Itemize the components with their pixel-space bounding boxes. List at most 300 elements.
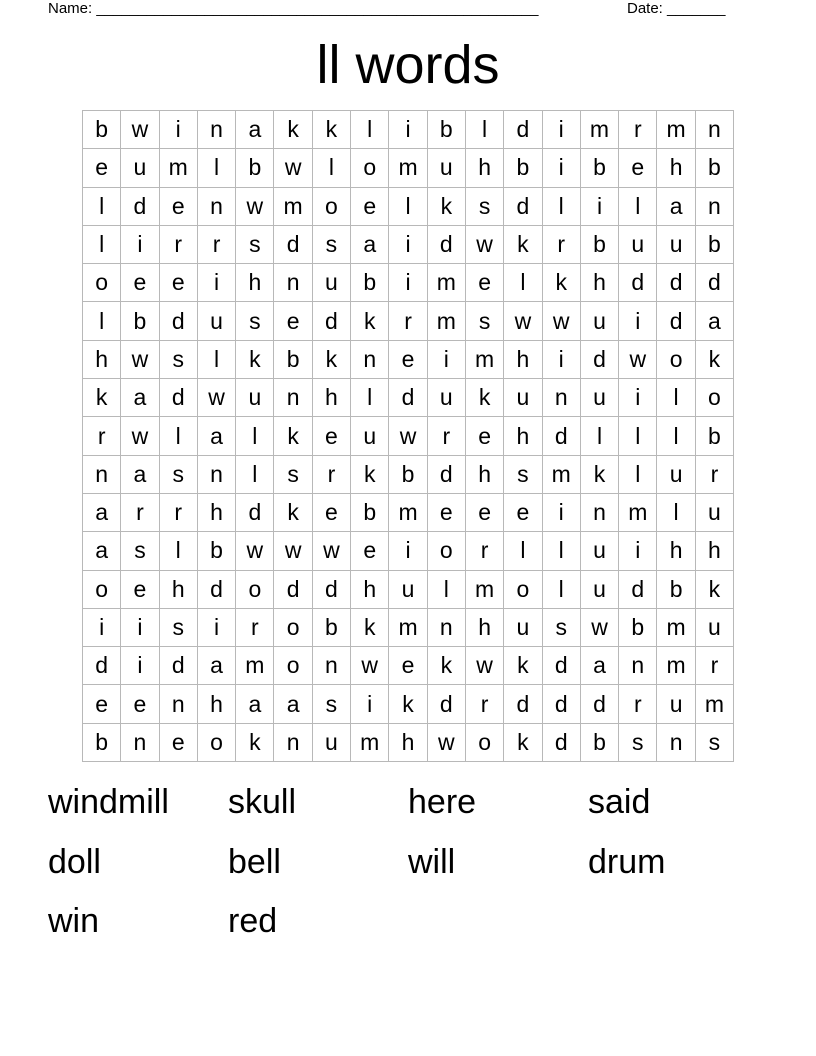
grid-cell[interactable]: n (428, 609, 466, 647)
grid-cell[interactable]: w (466, 226, 504, 264)
grid-cell[interactable]: d (581, 341, 619, 379)
grid-cell[interactable]: h (236, 264, 274, 302)
grid-cell[interactable]: a (581, 647, 619, 685)
grid-cell[interactable]: o (428, 532, 466, 570)
grid-cell[interactable]: i (351, 685, 389, 723)
grid-cell[interactable]: s (274, 456, 312, 494)
grid-cell[interactable]: l (83, 188, 121, 226)
grid-cell[interactable]: e (121, 685, 159, 723)
grid-cell[interactable]: k (274, 417, 312, 455)
grid-cell[interactable]: w (236, 188, 274, 226)
grid-cell[interactable]: r (160, 494, 198, 532)
grid-cell[interactable]: w (466, 647, 504, 685)
grid-cell[interactable]: i (83, 609, 121, 647)
grid-cell[interactable]: r (313, 456, 351, 494)
grid-cell[interactable]: o (83, 264, 121, 302)
grid-cell[interactable]: d (504, 111, 542, 149)
grid-cell[interactable]: a (83, 494, 121, 532)
grid-cell[interactable]: l (657, 417, 695, 455)
grid-cell[interactable]: h (696, 532, 734, 570)
grid-cell[interactable]: b (696, 149, 734, 187)
grid-cell[interactable]: i (198, 609, 236, 647)
grid-cell[interactable]: d (274, 226, 312, 264)
grid-cell[interactable]: w (543, 302, 581, 340)
grid-cell[interactable]: d (236, 494, 274, 532)
grid-cell[interactable]: m (543, 456, 581, 494)
word-bank-item: skull (228, 783, 297, 821)
grid-cell[interactable]: r (389, 302, 427, 340)
grid-cell[interactable]: s (121, 532, 159, 570)
grid-cell[interactable]: a (198, 647, 236, 685)
grid-cell[interactable]: b (198, 532, 236, 570)
grid-cell[interactable]: k (236, 341, 274, 379)
grid-cell[interactable]: d (428, 456, 466, 494)
grid-cell[interactable]: e (466, 494, 504, 532)
grid-cell[interactable]: s (236, 302, 274, 340)
page-title: ll words (316, 35, 500, 95)
grid-cell[interactable]: o (236, 571, 274, 609)
grid-cell[interactable]: d (83, 647, 121, 685)
grid-cell[interactable]: o (696, 379, 734, 417)
grid-cell[interactable]: k (274, 111, 312, 149)
grid-cell[interactable]: h (466, 456, 504, 494)
grid-cell[interactable]: d (160, 379, 198, 417)
grid-cell[interactable]: b (351, 264, 389, 302)
grid-cell[interactable]: w (619, 341, 657, 379)
grid-cell[interactable]: r (619, 111, 657, 149)
grid-cell[interactable]: l (543, 571, 581, 609)
grid-cell[interactable]: m (466, 571, 504, 609)
grid-cell[interactable]: a (274, 685, 312, 723)
grid-cell[interactable]: o (313, 188, 351, 226)
grid-cell[interactable]: e (160, 724, 198, 762)
grid-cell[interactable]: r (466, 685, 504, 723)
grid-cell[interactable]: h (198, 494, 236, 532)
grid-cell[interactable]: k (696, 341, 734, 379)
grid-cell[interactable]: w (274, 532, 312, 570)
grid-cell[interactable]: l (198, 149, 236, 187)
grid-cell[interactable]: i (428, 341, 466, 379)
grid-cell[interactable]: n (581, 494, 619, 532)
grid-cell[interactable]: e (160, 264, 198, 302)
grid-cell[interactable]: d (619, 571, 657, 609)
grid-cell[interactable]: o (274, 609, 312, 647)
grid-cell[interactable]: n (619, 647, 657, 685)
grid-cell[interactable]: k (313, 341, 351, 379)
grid-cell[interactable]: w (389, 417, 427, 455)
grid-cell[interactable]: s (160, 341, 198, 379)
grid-cell[interactable]: l (619, 417, 657, 455)
grid-cell[interactable]: w (236, 532, 274, 570)
grid-cell[interactable]: m (389, 609, 427, 647)
grid-cell[interactable]: n (657, 724, 695, 762)
grid-cell[interactable]: i (160, 111, 198, 149)
grid-cell[interactable]: s (313, 685, 351, 723)
grid-cell[interactable]: h (313, 379, 351, 417)
grid-cell[interactable]: o (504, 571, 542, 609)
grid-cell[interactable]: l (236, 417, 274, 455)
grid-cell[interactable]: b (121, 302, 159, 340)
grid-cell[interactable]: b (581, 724, 619, 762)
word-bank-item: bell (228, 842, 281, 881)
grid-cell[interactable]: w (198, 379, 236, 417)
grid-cell[interactable]: e (351, 532, 389, 570)
grid-cell[interactable]: e (313, 494, 351, 532)
grid-cell[interactable]: s (466, 188, 504, 226)
grid-cell[interactable]: b (236, 149, 274, 187)
grid-cell[interactable]: m (160, 149, 198, 187)
grid-cell[interactable]: n (198, 188, 236, 226)
grid-cell[interactable]: e (121, 264, 159, 302)
grid-cell[interactable]: k (581, 456, 619, 494)
grid-cell[interactable]: d (543, 417, 581, 455)
grid-cell[interactable]: i (389, 111, 427, 149)
grid-cell[interactable]: k (428, 188, 466, 226)
grid-cell[interactable]: u (236, 379, 274, 417)
grid-cell[interactable]: i (389, 226, 427, 264)
grid-cell[interactable]: l (619, 456, 657, 494)
grid-cell[interactable]: b (351, 494, 389, 532)
grid-cell[interactable]: r (696, 456, 734, 494)
grid-cell[interactable]: d (313, 302, 351, 340)
grid-cell[interactable]: u (198, 302, 236, 340)
grid-cell[interactable]: k (313, 111, 351, 149)
grid-cell[interactable]: u (581, 571, 619, 609)
grid-cell[interactable]: d (657, 264, 695, 302)
grid-cell[interactable]: l (236, 456, 274, 494)
grid-cell[interactable]: b (389, 456, 427, 494)
grid-cell[interactable]: b (619, 609, 657, 647)
grid-cell[interactable]: e (466, 264, 504, 302)
grid-cell[interactable]: h (160, 571, 198, 609)
grid-cell[interactable]: i (121, 647, 159, 685)
grid-cell[interactable]: i (198, 264, 236, 302)
grid-cell[interactable]: d (428, 226, 466, 264)
grid-cell[interactable]: e (313, 417, 351, 455)
grid-cell[interactable]: u (389, 571, 427, 609)
word-bank-item: here (408, 783, 477, 821)
grid-cell[interactable]: s (160, 609, 198, 647)
grid-cell[interactable]: l (657, 494, 695, 532)
grid-cell[interactable]: r (83, 417, 121, 455)
grid-cell[interactable]: m (466, 341, 504, 379)
grid-cell[interactable]: n (160, 685, 198, 723)
grid-cell[interactable]: o (657, 341, 695, 379)
grid-cell[interactable]: l (198, 341, 236, 379)
grid-cell[interactable]: u (657, 456, 695, 494)
grid-cell[interactable]: d (121, 188, 159, 226)
grid-cell[interactable]: b (657, 571, 695, 609)
grid-cell[interactable]: h (466, 609, 504, 647)
grid-cell[interactable]: s (466, 302, 504, 340)
grid-cell[interactable]: a (236, 685, 274, 723)
grid-cell[interactable]: u (428, 379, 466, 417)
grid-cell[interactable]: d (198, 571, 236, 609)
grid-cell[interactable]: b (428, 111, 466, 149)
word-bank-item: will (408, 842, 456, 881)
grid-cell[interactable]: s (160, 456, 198, 494)
grid-cell[interactable]: u (504, 609, 542, 647)
grid-cell[interactable]: u (504, 379, 542, 417)
grid-cell[interactable]: h (504, 417, 542, 455)
grid-cell[interactable]: m (581, 111, 619, 149)
grid-cell[interactable]: l (428, 571, 466, 609)
grid-cell[interactable]: d (504, 685, 542, 723)
grid-cell[interactable]: d (160, 302, 198, 340)
grid-cell[interactable]: k (389, 685, 427, 723)
grid-cell[interactable]: s (543, 609, 581, 647)
grid-cell[interactable]: m (389, 149, 427, 187)
grid-cell[interactable]: i (543, 149, 581, 187)
grid-cell[interactable]: k (236, 724, 274, 762)
grid-cell[interactable]: a (121, 379, 159, 417)
grid-cell[interactable]: l (83, 226, 121, 264)
grid-cell[interactable]: r (236, 609, 274, 647)
grid-cell[interactable]: a (121, 456, 159, 494)
grid-cell[interactable]: d (657, 302, 695, 340)
grid-cell[interactable]: o (466, 724, 504, 762)
grid-cell[interactable]: n (274, 724, 312, 762)
grid-cell[interactable]: m (428, 264, 466, 302)
grid-cell[interactable]: k (504, 226, 542, 264)
grid-cell[interactable]: i (389, 532, 427, 570)
grid-cell[interactable]: w (121, 111, 159, 149)
grid-cell[interactable]: d (389, 379, 427, 417)
grid-cell[interactable]: s (313, 226, 351, 264)
grid-cell[interactable]: k (696, 571, 734, 609)
grid-cell[interactable]: k (351, 456, 389, 494)
grid-cell[interactable]: e (83, 685, 121, 723)
grid-cell[interactable]: u (428, 149, 466, 187)
grid-cell[interactable]: l (466, 111, 504, 149)
grid-cell[interactable]: n (696, 111, 734, 149)
grid-cell[interactable]: d (428, 685, 466, 723)
grid-cell[interactable]: o (351, 149, 389, 187)
grid-cell[interactable]: k (83, 379, 121, 417)
grid-cell[interactable]: i (543, 494, 581, 532)
grid-cell[interactable]: m (657, 111, 695, 149)
grid-cell[interactable]: u (121, 149, 159, 187)
grid-cell[interactable]: u (696, 494, 734, 532)
grid-cell[interactable]: i (581, 188, 619, 226)
grid-cell[interactable]: u (619, 226, 657, 264)
grid-cell[interactable]: m (389, 494, 427, 532)
grid-cell[interactable]: m (236, 647, 274, 685)
grid-cell[interactable]: e (619, 149, 657, 187)
grid-cell[interactable]: m (657, 647, 695, 685)
grid-cell[interactable]: s (236, 226, 274, 264)
grid-cell[interactable]: i (543, 111, 581, 149)
grid-cell[interactable]: b (696, 417, 734, 455)
grid-cell[interactable]: l (619, 188, 657, 226)
grid-cell[interactable]: a (351, 226, 389, 264)
grid-cell[interactable]: b (274, 341, 312, 379)
grid-cell[interactable]: e (428, 494, 466, 532)
grid-cell[interactable]: n (274, 264, 312, 302)
grid-cell[interactable]: w (504, 302, 542, 340)
grid-cell[interactable]: u (313, 264, 351, 302)
grid-cell[interactable]: k (428, 647, 466, 685)
word-search-grid (82, 110, 734, 762)
grid-cell[interactable]: l (389, 188, 427, 226)
grid-cell[interactable]: n (121, 724, 159, 762)
word-bank (48, 780, 768, 959)
grid-cell[interactable]: a (198, 417, 236, 455)
grid-cell[interactable]: r (121, 494, 159, 532)
grid-cell[interactable]: l (313, 149, 351, 187)
grid-cell[interactable]: l (504, 264, 542, 302)
grid-cell[interactable]: d (696, 264, 734, 302)
grid-cell[interactable]: b (313, 609, 351, 647)
grid-cell[interactable]: h (466, 149, 504, 187)
grid-cell[interactable]: a (236, 111, 274, 149)
grid-cell[interactable]: l (581, 417, 619, 455)
grid-cell[interactable]: b (696, 226, 734, 264)
grid-cell[interactable]: i (121, 226, 159, 264)
grid-cell[interactable]: r (543, 226, 581, 264)
grid-cell[interactable]: i (619, 379, 657, 417)
grid-cell[interactable]: b (581, 149, 619, 187)
grid-cell[interactable]: i (619, 532, 657, 570)
grid-cell[interactable]: d (543, 724, 581, 762)
grid-cell[interactable]: n (198, 111, 236, 149)
grid-cell[interactable]: l (657, 379, 695, 417)
grid-cell[interactable]: s (619, 724, 657, 762)
grid-cell[interactable]: u (313, 724, 351, 762)
grid-cell[interactable]: e (504, 494, 542, 532)
grid-cell[interactable]: l (504, 532, 542, 570)
grid-cell[interactable]: h (83, 341, 121, 379)
grid-cell[interactable]: w (121, 417, 159, 455)
grid-cell[interactable]: n (543, 379, 581, 417)
grid-cell[interactable]: u (581, 532, 619, 570)
grid-cell[interactable]: n (313, 647, 351, 685)
grid-cell[interactable]: h (198, 685, 236, 723)
grid-cell[interactable]: s (696, 724, 734, 762)
header (0, 0, 816, 20)
grid-cell[interactable]: l (351, 379, 389, 417)
grid-cell[interactable]: k (351, 609, 389, 647)
grid-cell[interactable]: b (504, 149, 542, 187)
grid-cell[interactable]: r (160, 226, 198, 264)
grid-cell[interactable]: r (619, 685, 657, 723)
word-bank-item: win (48, 902, 100, 940)
grid-cell[interactable]: u (657, 226, 695, 264)
grid-cell[interactable]: e (466, 417, 504, 455)
grid-cell[interactable]: d (619, 264, 657, 302)
grid-cell[interactable]: k (504, 647, 542, 685)
grid-cell[interactable]: e (274, 302, 312, 340)
grid-cell[interactable]: a (83, 532, 121, 570)
grid-cell[interactable]: i (543, 341, 581, 379)
grid-cell[interactable]: s (504, 456, 542, 494)
grid-cell[interactable]: b (581, 226, 619, 264)
grid-cell[interactable]: r (696, 647, 734, 685)
grid-cell[interactable]: o (198, 724, 236, 762)
grid-cell[interactable]: o (83, 571, 121, 609)
grid-cell[interactable]: r (466, 532, 504, 570)
grid-cell[interactable]: d (313, 571, 351, 609)
grid-cell[interactable]: m (274, 188, 312, 226)
grid-cell[interactable]: e (121, 571, 159, 609)
grid-cell[interactable]: h (504, 341, 542, 379)
grid-cell[interactable]: h (581, 264, 619, 302)
grid-cell[interactable]: u (657, 685, 695, 723)
grid-cell[interactable]: n (696, 188, 734, 226)
grid-cell[interactable]: m (428, 302, 466, 340)
grid-cell[interactable]: m (619, 494, 657, 532)
grid-cell[interactable]: h (351, 571, 389, 609)
grid-cell[interactable]: e (83, 149, 121, 187)
grid-cell[interactable]: w (351, 647, 389, 685)
grid-cell[interactable]: u (581, 302, 619, 340)
grid-cell[interactable]: k (543, 264, 581, 302)
grid-cell[interactable]: w (274, 149, 312, 187)
grid-cell[interactable]: w (313, 532, 351, 570)
grid-cell[interactable]: r (428, 417, 466, 455)
grid-cell[interactable]: l (543, 532, 581, 570)
grid-cell[interactable]: l (543, 188, 581, 226)
grid-cell[interactable]: k (466, 379, 504, 417)
grid-cell[interactable]: a (657, 188, 695, 226)
grid-cell[interactable]: l (83, 302, 121, 340)
grid-cell[interactable]: l (351, 111, 389, 149)
grid-cell[interactable]: e (351, 188, 389, 226)
grid-cell[interactable]: n (83, 456, 121, 494)
grid-cell[interactable]: d (274, 571, 312, 609)
grid-cell[interactable]: n (351, 341, 389, 379)
grid-cell[interactable]: i (619, 302, 657, 340)
grid-cell[interactable]: d (504, 188, 542, 226)
date-field[interactable]: Date: _______ (627, 0, 726, 17)
grid-cell[interactable]: k (274, 494, 312, 532)
grid-cell[interactable]: e (389, 647, 427, 685)
grid-cell[interactable]: u (696, 609, 734, 647)
grid-cell[interactable]: n (198, 456, 236, 494)
grid-cell[interactable]: o (274, 647, 312, 685)
grid-cell[interactable]: w (581, 609, 619, 647)
grid-cell[interactable]: l (160, 532, 198, 570)
grid-cell[interactable]: h (389, 724, 427, 762)
grid-cell[interactable]: i (121, 609, 159, 647)
grid-cell[interactable]: k (504, 724, 542, 762)
name-field[interactable]: Name: _____________________________________________________ (48, 0, 539, 17)
grid-cell[interactable]: b (83, 111, 121, 149)
grid-cell[interactable]: u (581, 379, 619, 417)
grid-cell[interactable]: h (657, 149, 695, 187)
grid-cell[interactable]: d (581, 685, 619, 723)
grid-cell[interactable]: k (351, 302, 389, 340)
grid-cell[interactable]: r (198, 226, 236, 264)
grid-cell[interactable]: m (696, 685, 734, 723)
grid-cell[interactable]: w (428, 724, 466, 762)
grid-cell[interactable]: d (543, 685, 581, 723)
grid-cell[interactable]: d (160, 647, 198, 685)
grid-cell[interactable]: m (657, 609, 695, 647)
grid-cell[interactable]: h (657, 532, 695, 570)
grid-cell[interactable]: m (351, 724, 389, 762)
grid-cell[interactable]: u (351, 417, 389, 455)
grid-cell[interactable]: b (83, 724, 121, 762)
grid-cell[interactable]: l (160, 417, 198, 455)
grid-cell[interactable]: n (274, 379, 312, 417)
grid-cell[interactable]: e (160, 188, 198, 226)
grid-cell[interactable]: i (389, 264, 427, 302)
grid-cell[interactable]: a (696, 302, 734, 340)
grid-cell[interactable]: d (543, 647, 581, 685)
grid-cell[interactable]: w (121, 341, 159, 379)
grid-cell[interactable]: e (389, 341, 427, 379)
